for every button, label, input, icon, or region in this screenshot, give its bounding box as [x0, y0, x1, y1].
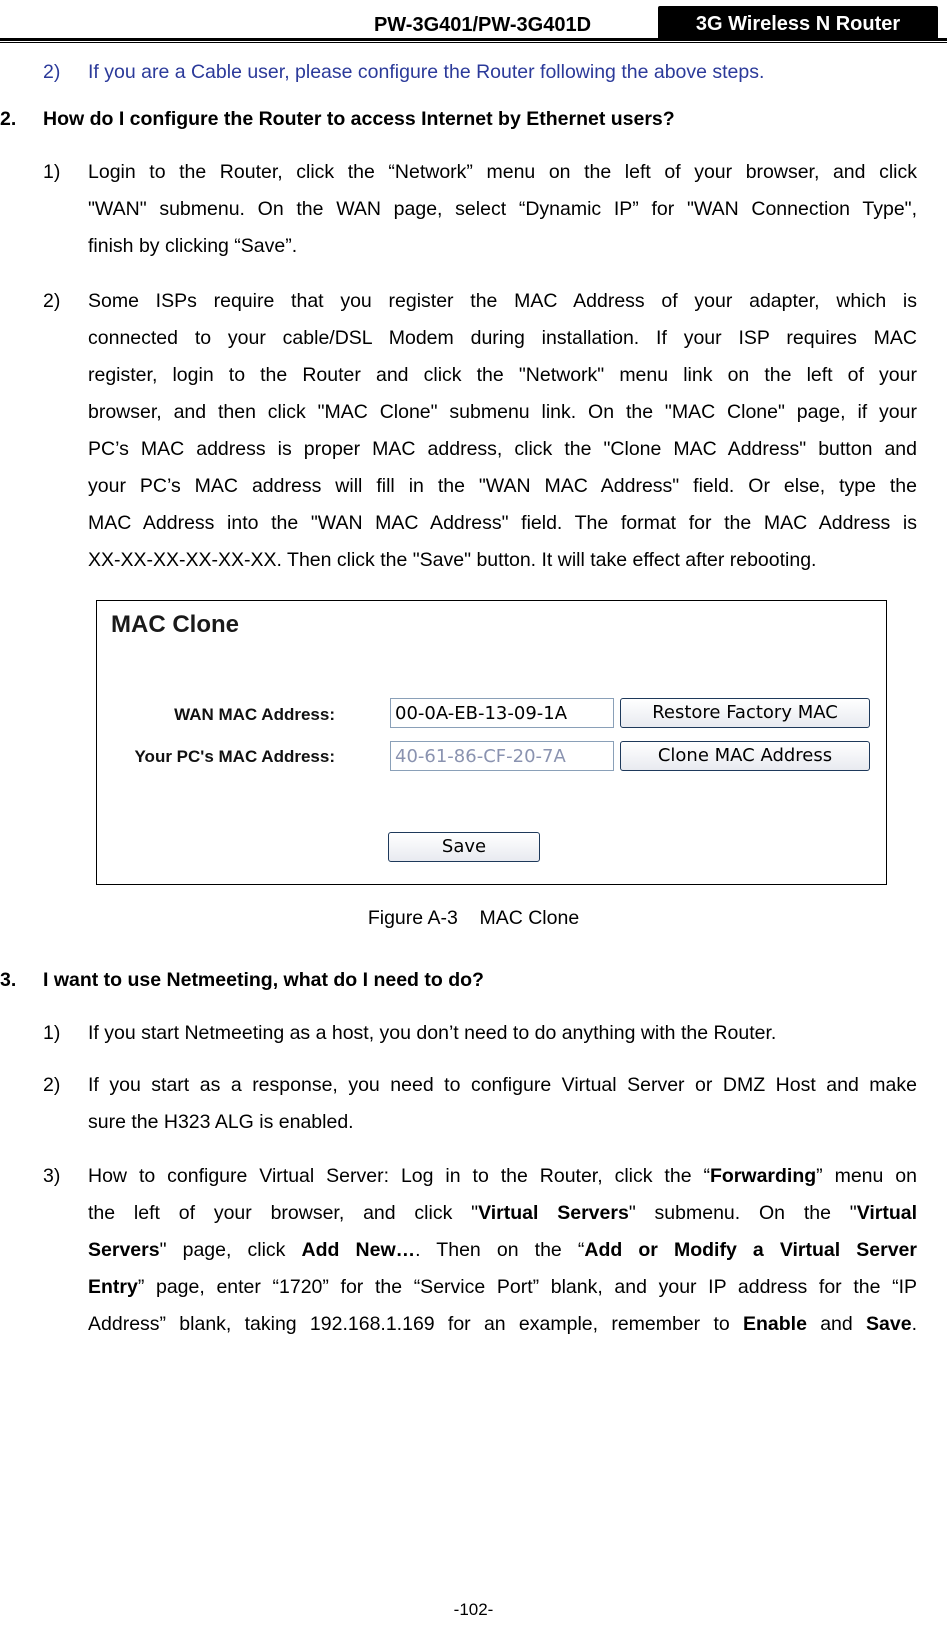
q2-item2-line: register, login to the Router and click the "Network" menu link on the left of your — [88, 364, 917, 386]
q2-item2-number: 2) — [43, 290, 61, 312]
q3-item3-number: 3) — [43, 1165, 61, 1187]
q3-title: I want to use Netmeeting, what do I need to do? — [43, 969, 484, 991]
clone-mac-address-button[interactable]: Clone MAC Address — [620, 741, 870, 771]
q2-item1-number: 1) — [43, 161, 61, 183]
save-button[interactable]: Save — [388, 832, 540, 862]
q3-item3-line: Entry” page, enter “1720” for the “Service Port” blank, and your IP address for the “IP — [88, 1276, 917, 1298]
restore-factory-mac-button[interactable]: Restore Factory MAC — [620, 698, 870, 728]
q3-item3-line: Servers" page, click Add New…. Then on the “Add or Modify a Virtual Server — [88, 1239, 917, 1261]
q2-item1-line: finish by clicking “Save”. — [88, 235, 298, 257]
q3-item3-line: How to configure Virtual Server: Log in to the Router, click the “Forwarding” menu on — [88, 1165, 917, 1187]
q3-item2-line: sure the H323 ALG is enabled. — [88, 1111, 354, 1133]
mac-clone-title: MAC Clone — [111, 611, 239, 638]
intro-text: If you are a Cable user, please configure the Router following the above steps. — [88, 61, 765, 83]
q2-item2-line: your PC’s MAC address will fill in the "WAN MAC Address" field. Or else, type the — [88, 475, 917, 497]
q2-item1-line: "WAN" submenu. On the WAN page, select “Dynamic IP” for "WAN Connection Type", — [88, 198, 917, 220]
q2-item2-line: PC’s MAC address is proper MAC address, click the "Clone MAC Address" button and — [88, 438, 917, 460]
q2-number: 2. — [0, 108, 17, 130]
pc-mac-input — [390, 741, 614, 771]
mac-clone-figure — [96, 600, 887, 885]
q2-item2-line: MAC Address into the "WAN MAC Address" field. The format for the MAC Address is — [88, 512, 917, 534]
q3-item3-line: Address” blank, taking 192.168.1.169 for an example, remember to Enable and Save. — [88, 1313, 917, 1335]
q2-item2-line: XX-XX-XX-XX-XX-XX. Then click the "Save" button. It will take effect after rebooting. — [88, 549, 817, 571]
q2-item2-line: browser, and then click "MAC Clone" submenu link. On the "MAC Clone" page, if your — [88, 401, 917, 423]
page-number: -102- — [453, 1600, 494, 1619]
q2-item1-line: Login to the Router, click the “Network” menu on the left of your browser, and click — [88, 161, 917, 183]
intro-number: 2) — [43, 61, 61, 83]
q3-item2-number: 2) — [43, 1074, 61, 1096]
q3-item2-line: If you start as a response, you need to configure Virtual Server or DMZ Host and make — [88, 1074, 917, 1096]
header-rule — [0, 38, 947, 41]
pc-mac-label: Your PC's MAC Address: — [134, 747, 335, 766]
q3-item1-text: If you start Netmeeting as a host, you don’t need to do anything with the Router. — [88, 1022, 777, 1044]
header-product-tab: 3G Wireless N Router — [658, 6, 938, 40]
wan-mac-input[interactable] — [390, 698, 614, 728]
q2-item2-line: Some ISPs require that you register the MAC Address of your adapter, which is — [88, 290, 917, 312]
q2-item2-line: connected to your cable/DSL Modem during installation. If your ISP requires MAC — [88, 327, 917, 349]
q3-item1-number: 1) — [43, 1022, 61, 1044]
wan-mac-label: WAN MAC Address: — [174, 705, 335, 724]
header-model: PW-3G401/PW-3G401D — [373, 14, 592, 36]
q2-title: How do I configure the Router to access Internet by Ethernet users? — [43, 108, 675, 130]
header-rule-thin — [0, 42, 947, 43]
figure-caption: Figure A-3 MAC Clone — [367, 907, 580, 929]
q3-item3-line: the left of your browser, and click "Virtual Servers" submenu. On the "Virtual — [88, 1202, 918, 1224]
q3-number: 3. — [0, 969, 17, 991]
